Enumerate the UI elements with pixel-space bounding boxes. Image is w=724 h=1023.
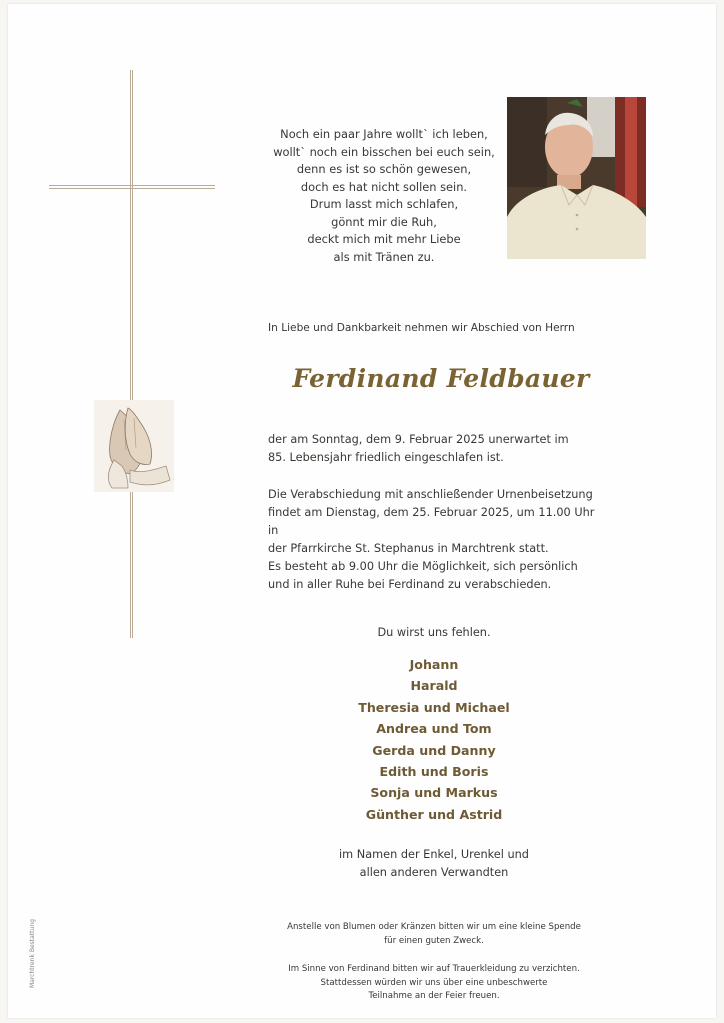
cross-vertical-line: [130, 70, 133, 638]
cross-horizontal-line: [49, 185, 215, 189]
farewell-ceremony-paragraph: Die Verabschiedung mit anschließender Urnenbeisetzung findet am Dienstag, dem 25. Februar 2025, um 11.00 Uhr in der Pfarrkirche St. Stephanus in Marchtrenk statt.: [268, 488, 595, 555]
dress-code-note: Im Sinne von Ferdinand bitten wir auf Trauerkleidung zu verzichten. Stattdessen würden wir uns über eine unbeschwerte Teilnahme an der Feier freuen.: [288, 964, 580, 1001]
portrait-photo: [507, 97, 646, 259]
intro-line: In Liebe und Dankbarkeit nehmen wir Abschied von Herrn: [268, 322, 575, 334]
deceased-name: Ferdinand Feldbauer: [292, 364, 590, 393]
family-member: Sonja und Markus: [370, 785, 498, 801]
donation-note: Anstelle von Blumen oder Kränzen bitten wir um eine kleine Spende für einen guten Zweck.: [287, 922, 581, 946]
poem: Noch ein paar Jahre wollt` ich leben, wollt` noch ein bisschen bei euch sein, denn es ist so schön gewesen, doch es hat nicht sollen sein. Drum lasst mich schlafen, gönnt mir die Ruh, deckt mich mit mehr Liebe als mit Tränen zu.: [273, 127, 495, 264]
praying-hands-image: [94, 400, 174, 492]
viewing-paragraph: Es besteht ab 9.00 Uhr die Möglichkeit, sich persönlich und in aller Ruhe bei Ferdinand zu verabschieden.: [268, 560, 578, 591]
death-notice-paragraph: der am Sonntag, dem 9. Februar 2025 unerwartet im 85. Lebensjahr friedlich eingeschlafen ist.: [268, 433, 569, 464]
family-member: Gerda und Danny: [372, 742, 496, 758]
funeral-home-credit: Marchtrenk Bestattung: [29, 919, 36, 988]
family-member: Harald: [410, 678, 458, 694]
family-member: Edith und Boris: [379, 764, 489, 780]
family-member: Theresia und Michael: [358, 699, 510, 715]
family-list: [262, 654, 606, 825]
family-member: Johann: [409, 657, 459, 672]
family-member: Günther und Astrid: [365, 806, 503, 822]
family-member: Andrea und Tom: [376, 721, 492, 737]
on-behalf-line: im Namen der Enkel, Urenkel und allen anderen Verwandten: [339, 848, 529, 879]
miss-line: Du wirst uns fehlen.: [377, 626, 491, 639]
